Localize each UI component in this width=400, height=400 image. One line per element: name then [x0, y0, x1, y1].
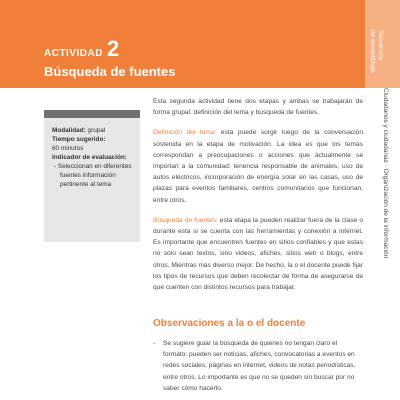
- observations-title: Observaciones a la o el docente: [153, 318, 306, 329]
- modalidad-value: grupal: [87, 127, 106, 134]
- intro-paragraph: Esta segunda actividad tiene dos etapas y ambas se trabajarán de forma grupal: definición del tema y búsqueda de fuentes.: [153, 98, 363, 117]
- side-vertical-caption: Ciudadanos y ciudadanas · Organización de la información: [382, 88, 389, 259]
- indicador-label: Indicador de evaluación:: [52, 154, 127, 161]
- info-box: [44, 110, 140, 242]
- definition-label: Definición del tema:: [153, 129, 217, 137]
- activity-title: Búsqueda de fuentes: [44, 64, 176, 79]
- activity-label: [44, 38, 120, 60]
- search-text: esta etapa la pueden realizar fuera de la clase o durante esta si se cuenta con las herramientas y conexión a internet. Es importante que encuentren fuentes en sitios confiables y que estas no solo sean textos, sino videos, afiches, sitios web o blogs, entre otros. Mientras más diverso mejor. De hecho, la o el docente puede fijar los tipos de recursos que deben recolectar de forma de asegurarse de que cuenten con distintos recursos para trabajar.: [153, 216, 364, 292]
- modalidad-label: Modalidad:: [52, 127, 86, 134]
- tiempo-value: 60 minutos: [52, 145, 84, 152]
- activity-number: 2: [106, 36, 120, 61]
- search-label: Búsqueda de fuentes:: [153, 216, 218, 224]
- search-paragraph: [153, 215, 363, 293]
- side-tab-text: Secuencia de aprendizaje: [369, 30, 384, 73]
- definition-paragraph: [153, 127, 363, 205]
- main-text: [153, 96, 363, 302]
- modalidad-line: [52, 126, 134, 135]
- definition-text: esta puede surgir luego de la conversación sostenida en la etapa de motivación. La idea es que los temas correspondan a preocupaciones o acciones que actualmente se importan a la comunidad: tenencia responsable de animales, uso de autos eléctricos, incorporación de energía solar en las casas, uso de plazas para eventos familiares, centros comunitarios que funcionan, entre otros.: [153, 129, 363, 204]
- indicator-list: [52, 162, 134, 189]
- activity-label-text: ACTIVIDAD: [44, 48, 103, 59]
- observation-item: - Se sugiere guiar la búsqueda de quienes no tengan claro el formato: pueden ser noticias, afiches, convocatorias a eventos en redes sociales, páginas en internet, videos de notas periodísticas, entre otros. Lo importante es que no se queden sin buscar por no saber cómo hacerlo.: [153, 338, 363, 394]
- observations-list: [153, 338, 363, 400]
- indicator-item: - Seleccionan en diferentes fuentes información pertinente al tema: [60, 162, 134, 189]
- tiempo-label: Tiempo sugerido:: [52, 136, 106, 143]
